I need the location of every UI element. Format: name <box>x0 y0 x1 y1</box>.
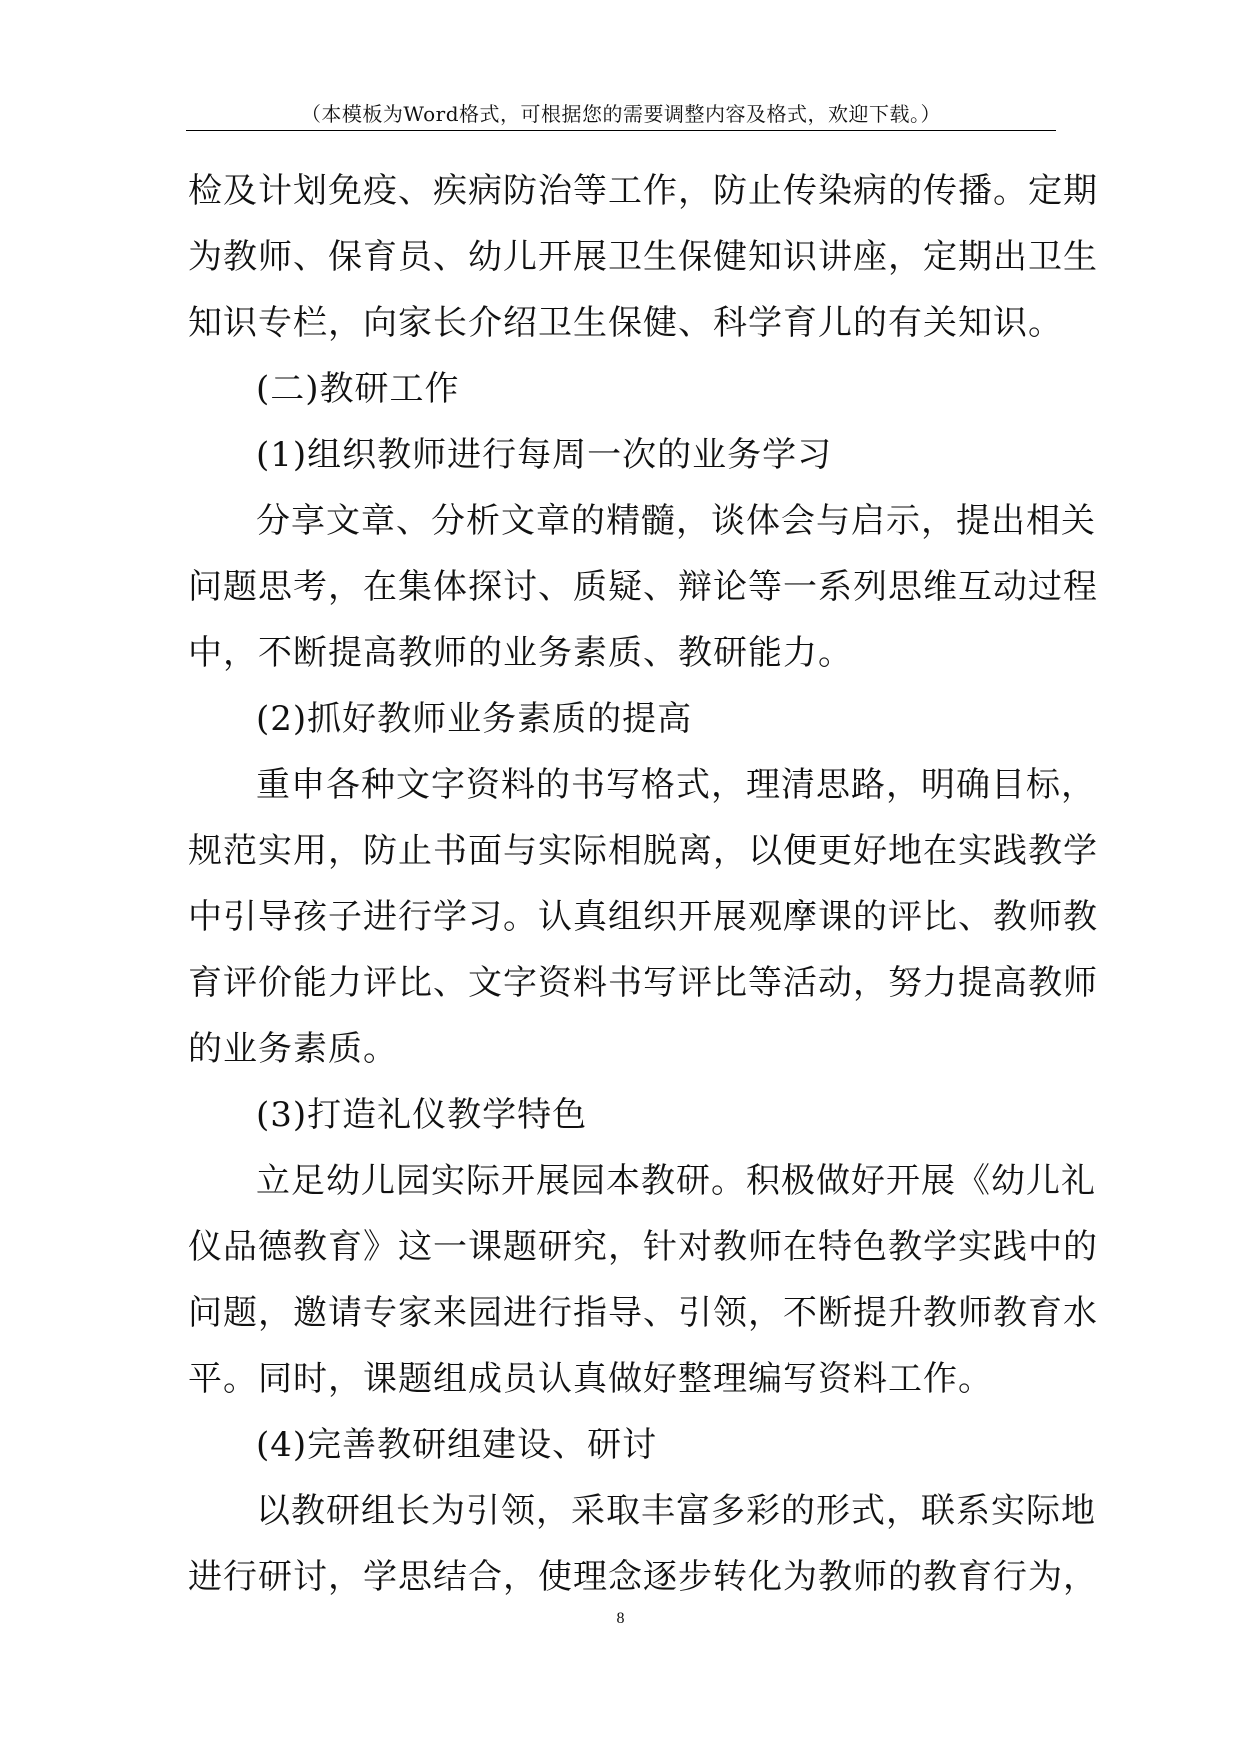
section-heading: (二)教研工作 <box>256 369 460 409</box>
body-line: 问题，邀请专家来园进行指导、引领，不断提升教师教育水 <box>188 1293 1098 1333</box>
body-line: 仪品德教育》这一课题研究，针对教师在特色教学实践中的 <box>188 1227 1098 1267</box>
body-line: 规范实用，防止书面与实际相脱离，以便更好地在实践教学 <box>188 831 1098 871</box>
body-line: 以教研组长为引领，采取丰富多彩的形式，联系实际地 <box>256 1491 1096 1531</box>
body-line: 分享文章、分析文章的精髓，谈体会与启示，提出相关 <box>256 501 1096 541</box>
subsection-heading: (1)组织教师进行每周一次的业务学习 <box>256 435 833 475</box>
body-line: 重申各种文字资料的书写格式，理清思路，明确目标， <box>256 765 1096 805</box>
page-number: 8 <box>616 1610 625 1627</box>
body-line: 的业务素质。 <box>188 1029 398 1069</box>
document-body <box>188 158 1098 1610</box>
body-line: 中，不断提高教师的业务素质、教研能力。 <box>188 633 853 673</box>
subsection-heading: (2)抓好教师业务素质的提高 <box>256 699 693 739</box>
body-line: 育评价能力评比、文字资料书写评比等活动，努力提高教师 <box>188 963 1098 1003</box>
subsection-heading: (3)打造礼仪教学特色 <box>256 1095 588 1135</box>
body-line: 检及计划免疫、疾病防治等工作，防止传染病的传播。定期 <box>188 171 1098 211</box>
body-line: 问题思考，在集体探讨、质疑、辩论等一系列思维互动过程 <box>188 567 1098 607</box>
body-line: 中引导孩子进行学习。认真组织开展观摩课的评比、教师教 <box>188 897 1098 937</box>
body-line: 进行研讨，学思结合，使理念逐步转化为教师的教育行为， <box>188 1557 1098 1597</box>
page-header-note: （本模板为Word格式，可根据您的需要调整内容及格式，欢迎下载。） <box>186 98 1056 131</box>
body-line: 知识专栏，向家长介绍卫生保健、科学育儿的有关知识。 <box>188 303 1063 343</box>
body-line: 平。同时，课题组成员认真做好整理编写资料工作。 <box>188 1359 993 1399</box>
body-line: 立足幼儿园实际开展园本教研。积极做好开展《幼儿礼 <box>256 1161 1096 1201</box>
subsection-heading: (4)完善教研组建设、研讨 <box>256 1425 658 1465</box>
body-line: 为教师、保育员、幼儿开展卫生保健知识讲座，定期出卫生 <box>188 237 1098 277</box>
